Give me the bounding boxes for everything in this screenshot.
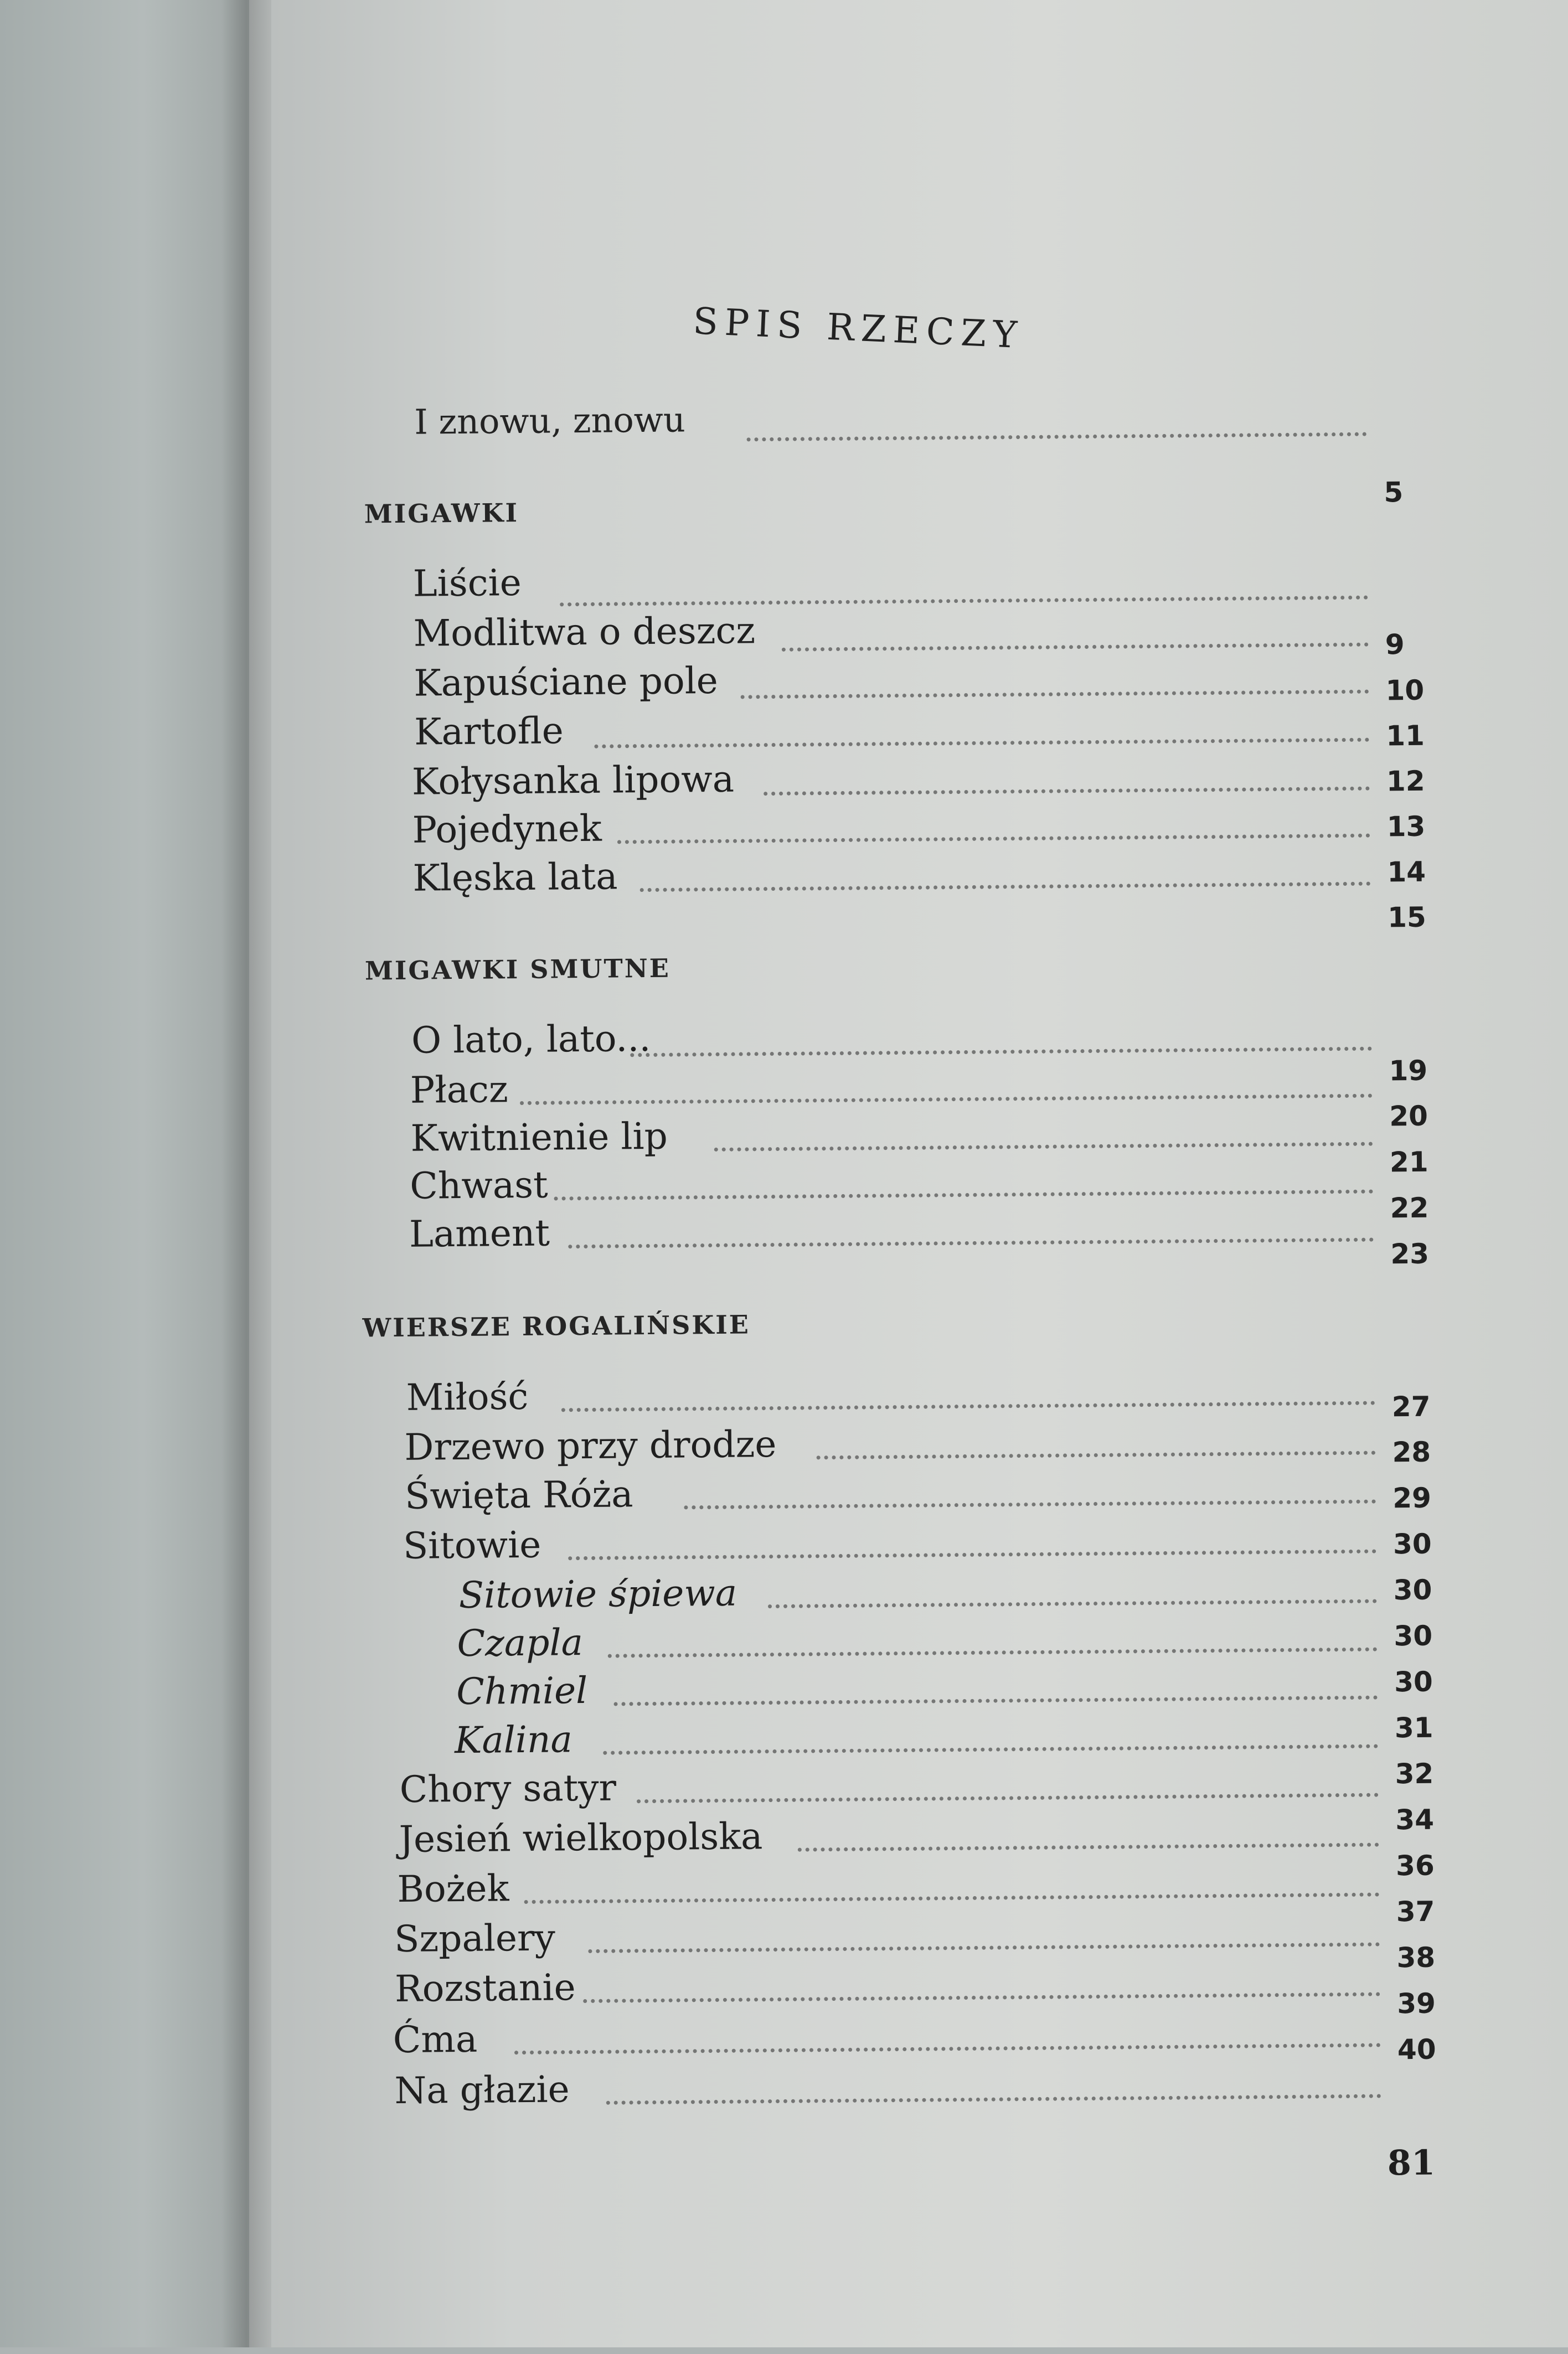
dot-leader (568, 1238, 1374, 1249)
section-heading: WIERSZE ROGALIŃSKIE (362, 1309, 751, 1343)
toc-entry: O lato, lato... (411, 1016, 651, 1062)
toc-entry: Chory satyr (399, 1766, 617, 1811)
toc-page-number: 28 (1392, 1436, 1431, 1469)
dot-leader (583, 1992, 1380, 2004)
toc-page-number: 5 (1384, 476, 1404, 509)
toc-page-number: 22 (1390, 1191, 1429, 1225)
toc-page-number: 36 (1395, 1849, 1435, 1882)
toc-entry: Liście (412, 561, 522, 605)
toc-subentry: Czapla (457, 1621, 584, 1665)
toc-page-number: 20 (1389, 1099, 1428, 1133)
toc-page-number: 39 (1397, 1987, 1436, 2020)
toc-entry: Ćma (393, 2017, 478, 2062)
toc-entry-intro (414, 399, 685, 442)
dot-leader (560, 596, 1368, 607)
toc-subentry: Kalina (454, 1718, 573, 1762)
section-heading: MIGAWKI (364, 497, 519, 529)
dot-leader (764, 787, 1370, 796)
toc-entry: Płacz (410, 1068, 509, 1112)
toc-entry: Kołysanka lipowa (411, 757, 735, 803)
toc-entry: Pojedynek (412, 807, 602, 851)
toc-subentry: Chmiel (456, 1669, 588, 1713)
toc-subentry: Sitowie śpiewa (458, 1571, 737, 1617)
toc-page-number: 30 (1393, 1573, 1432, 1607)
dot-leader (714, 1142, 1373, 1152)
toc-page-number: 14 (1387, 855, 1426, 889)
dot-leader (798, 1843, 1379, 1852)
dot-leader (603, 1744, 1378, 1755)
toc-entry: Na głazie (394, 2068, 570, 2113)
toc-page-number: 13 (1386, 810, 1426, 843)
toc-entry: Sitowie (403, 1523, 541, 1567)
dot-leader (640, 882, 1371, 892)
dot-leader (524, 1893, 1380, 1904)
toc-entry: Szpalery (394, 1916, 556, 1961)
dot-leader (768, 1599, 1377, 1609)
toc-entry: Kwitnienie lip (410, 1114, 668, 1160)
toc-page-number: 10 (1385, 674, 1425, 707)
toc-page-number: 15 (1387, 901, 1427, 934)
dot-leader (561, 1401, 1375, 1412)
toc-entry: Lament (409, 1211, 550, 1256)
toc-page-number: 37 (1396, 1895, 1435, 1928)
dot-leader (606, 2094, 1381, 2105)
page-title: SPIS RZECZY (692, 300, 1025, 357)
dot-leader (568, 1550, 1376, 1561)
toc-page-number: 23 (1390, 1237, 1430, 1271)
dot-leader (520, 1094, 1373, 1105)
section-heading: MIGAWKI SMUTNE (364, 953, 671, 986)
dot-leader (684, 1500, 1376, 1510)
toc-page-number: 12 (1386, 765, 1425, 798)
dot-leader (630, 1047, 1372, 1057)
dot-leader (741, 690, 1369, 699)
toc-page-number: 30 (1394, 1665, 1433, 1699)
toc-entry-label: I znowu, znowu (414, 399, 686, 442)
dot-leader (782, 643, 1369, 652)
toc-entry: Klęska lata (412, 855, 618, 900)
toc-page-number: 30 (1394, 1619, 1433, 1653)
toc-page-number: 32 (1395, 1757, 1434, 1790)
toc-entry: Chwast (410, 1163, 548, 1207)
toc-page-number: 19 (1389, 1054, 1428, 1087)
toc-page-number: 27 (1391, 1390, 1431, 1423)
dot-leader (588, 1943, 1380, 1953)
toc-page-number: 9 (1385, 628, 1405, 661)
toc-page-number: 31 (1394, 1711, 1433, 1744)
toc-entry: Bożek (397, 1867, 509, 1911)
toc-page-number: 30 (1392, 1527, 1432, 1561)
toc-entry: Kartofle (414, 709, 564, 753)
toc-entry: Drzewo przy drodze (404, 1422, 777, 1469)
toc-page-number: 40 (1397, 2033, 1436, 2066)
toc-entry: Rozstanie (394, 1966, 576, 2011)
dot-leader (817, 1451, 1376, 1460)
dot-leader (594, 738, 1369, 748)
toc-entry: Miłość (406, 1375, 529, 1419)
dot-leader (747, 432, 1367, 442)
toc-page-number: 38 (1396, 1941, 1436, 1974)
toc-page-number: 34 (1395, 1803, 1435, 1836)
dot-leader (637, 1793, 1379, 1804)
page-number-folio: 81 (1387, 2142, 1436, 2183)
dot-leader (514, 2043, 1381, 2055)
toc-page-number: 29 (1392, 1481, 1432, 1515)
toc-page-number: 11 (1386, 719, 1425, 752)
toc-entry: Modlitwa o deszcz (413, 609, 756, 655)
toc-entry: Kapuściane pole (414, 659, 719, 705)
toc-entry: Święta Róża (404, 1473, 633, 1517)
dot-leader (608, 1648, 1378, 1658)
dot-leader (617, 834, 1370, 844)
toc-entry: Jesień wielkopolska (399, 1815, 763, 1861)
dot-leader (613, 1696, 1378, 1706)
dot-leader (554, 1190, 1374, 1201)
toc-page-number: 21 (1389, 1145, 1428, 1179)
